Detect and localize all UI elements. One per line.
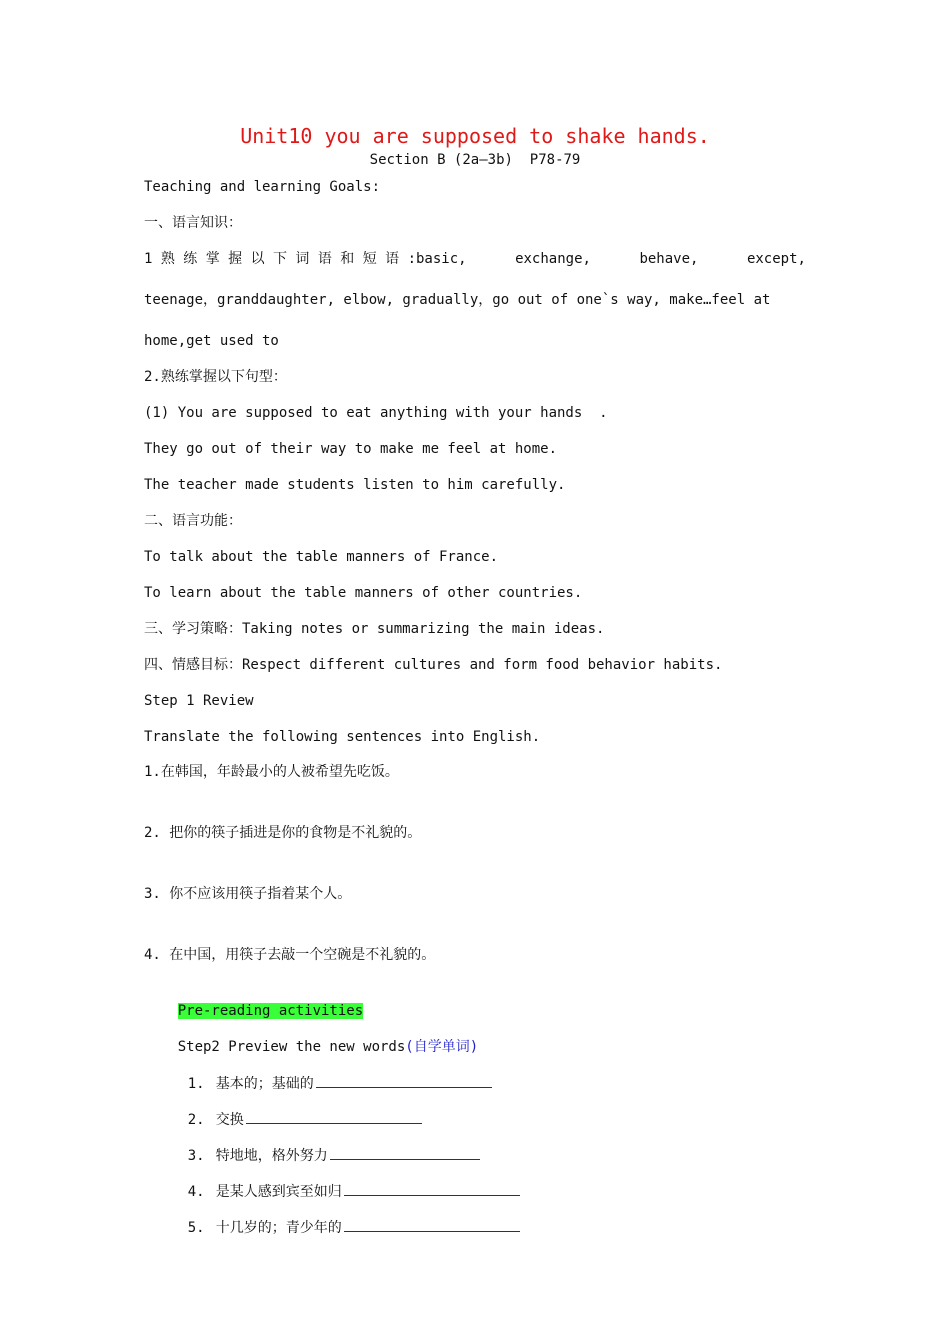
answer-blank[interactable] — [344, 1217, 520, 1232]
vocab-text: 基本的；基础的 — [215, 1076, 314, 1092]
vocab-text: 特地地，格外努力 — [215, 1148, 328, 1164]
vocab-item — [154, 1197, 520, 1258]
translate-item-2: 2. 把你的筷子插进是你的食物是不礼貌的。 — [144, 825, 422, 841]
goals-heading: Teaching and learning Goals: — [144, 179, 381, 195]
translate-item-4: 4. 在中国，用筷子去敲一个空碗是不礼貌的。 — [144, 947, 436, 963]
answer-blank[interactable] — [316, 1073, 492, 1088]
item1-line3: home,get used to — [144, 333, 279, 349]
translate-instruction: Translate the following sentences into English. — [144, 729, 541, 745]
item1-word: exchange, — [515, 251, 591, 267]
vocab-number: 5. — [187, 1220, 205, 1236]
vocab-number: 3. — [187, 1148, 205, 1164]
answer-blank[interactable] — [246, 1109, 422, 1124]
page-subtitle: Section B (2a—3b) P78-79 — [369, 152, 581, 168]
sentence-3: The teacher made students listen to him carefully. — [144, 477, 566, 493]
step2-note: (自学单词) — [405, 1039, 479, 1055]
translate-item-1: 1.在韩国，年龄最小的人被希望先吃饭。 — [144, 764, 399, 780]
item1-line2: teenage，granddaughter, elbow, gradually，go out of one`s way, make…feel at — [144, 292, 771, 308]
item1-word: except, — [746, 251, 806, 267]
page-title: Unit10 you are supposed to shake hands. — [240, 124, 710, 148]
item1-prefix: 1 熟 练 掌 握 以 下 词 语 和 短 语 :basic, — [144, 251, 467, 267]
section-heading-4: 四、情感目标：Respect different cultures and form food behavior habits. — [144, 657, 723, 673]
item1-word: behave, — [639, 251, 699, 267]
step2-text: Step2 Preview the new words — [177, 1039, 406, 1055]
sentence-2: They go out of their way to make me feel at home. — [144, 441, 558, 457]
sentence-1: (1) You are supposed to eat anything with your hands . — [144, 405, 608, 421]
vocab-text: 是某人感到宾至如归 — [215, 1184, 342, 1200]
prereading-highlight: Pre-reading activities — [177, 1003, 364, 1019]
item2-heading: 2.熟练掌握以下句型： — [144, 369, 287, 385]
item1-line1 — [144, 249, 806, 269]
section-heading-2: 二、语言功能： — [144, 513, 242, 529]
vocab-number: 2. — [187, 1112, 205, 1128]
section-heading-1: 一、语言知识： — [144, 215, 242, 231]
function-2: To learn about the table manners of other countries. — [144, 585, 583, 601]
step1-heading: Step 1 Review — [144, 693, 254, 709]
vocab-text: 十几岁的；青少年的 — [215, 1220, 342, 1236]
vocab-text: 交换 — [215, 1112, 244, 1128]
translate-item-3: 3. 你不应该用筷子指着某个人。 — [144, 886, 352, 902]
section-heading-3: 三、学习策略：Taking notes or summarizing the main ideas. — [144, 621, 605, 637]
answer-blank[interactable] — [330, 1145, 480, 1160]
answer-blank[interactable] — [344, 1181, 520, 1196]
function-1: To talk about the table manners of France. — [144, 549, 499, 565]
vocab-number: 4. — [187, 1184, 205, 1200]
vocab-number: 1. — [187, 1076, 205, 1092]
